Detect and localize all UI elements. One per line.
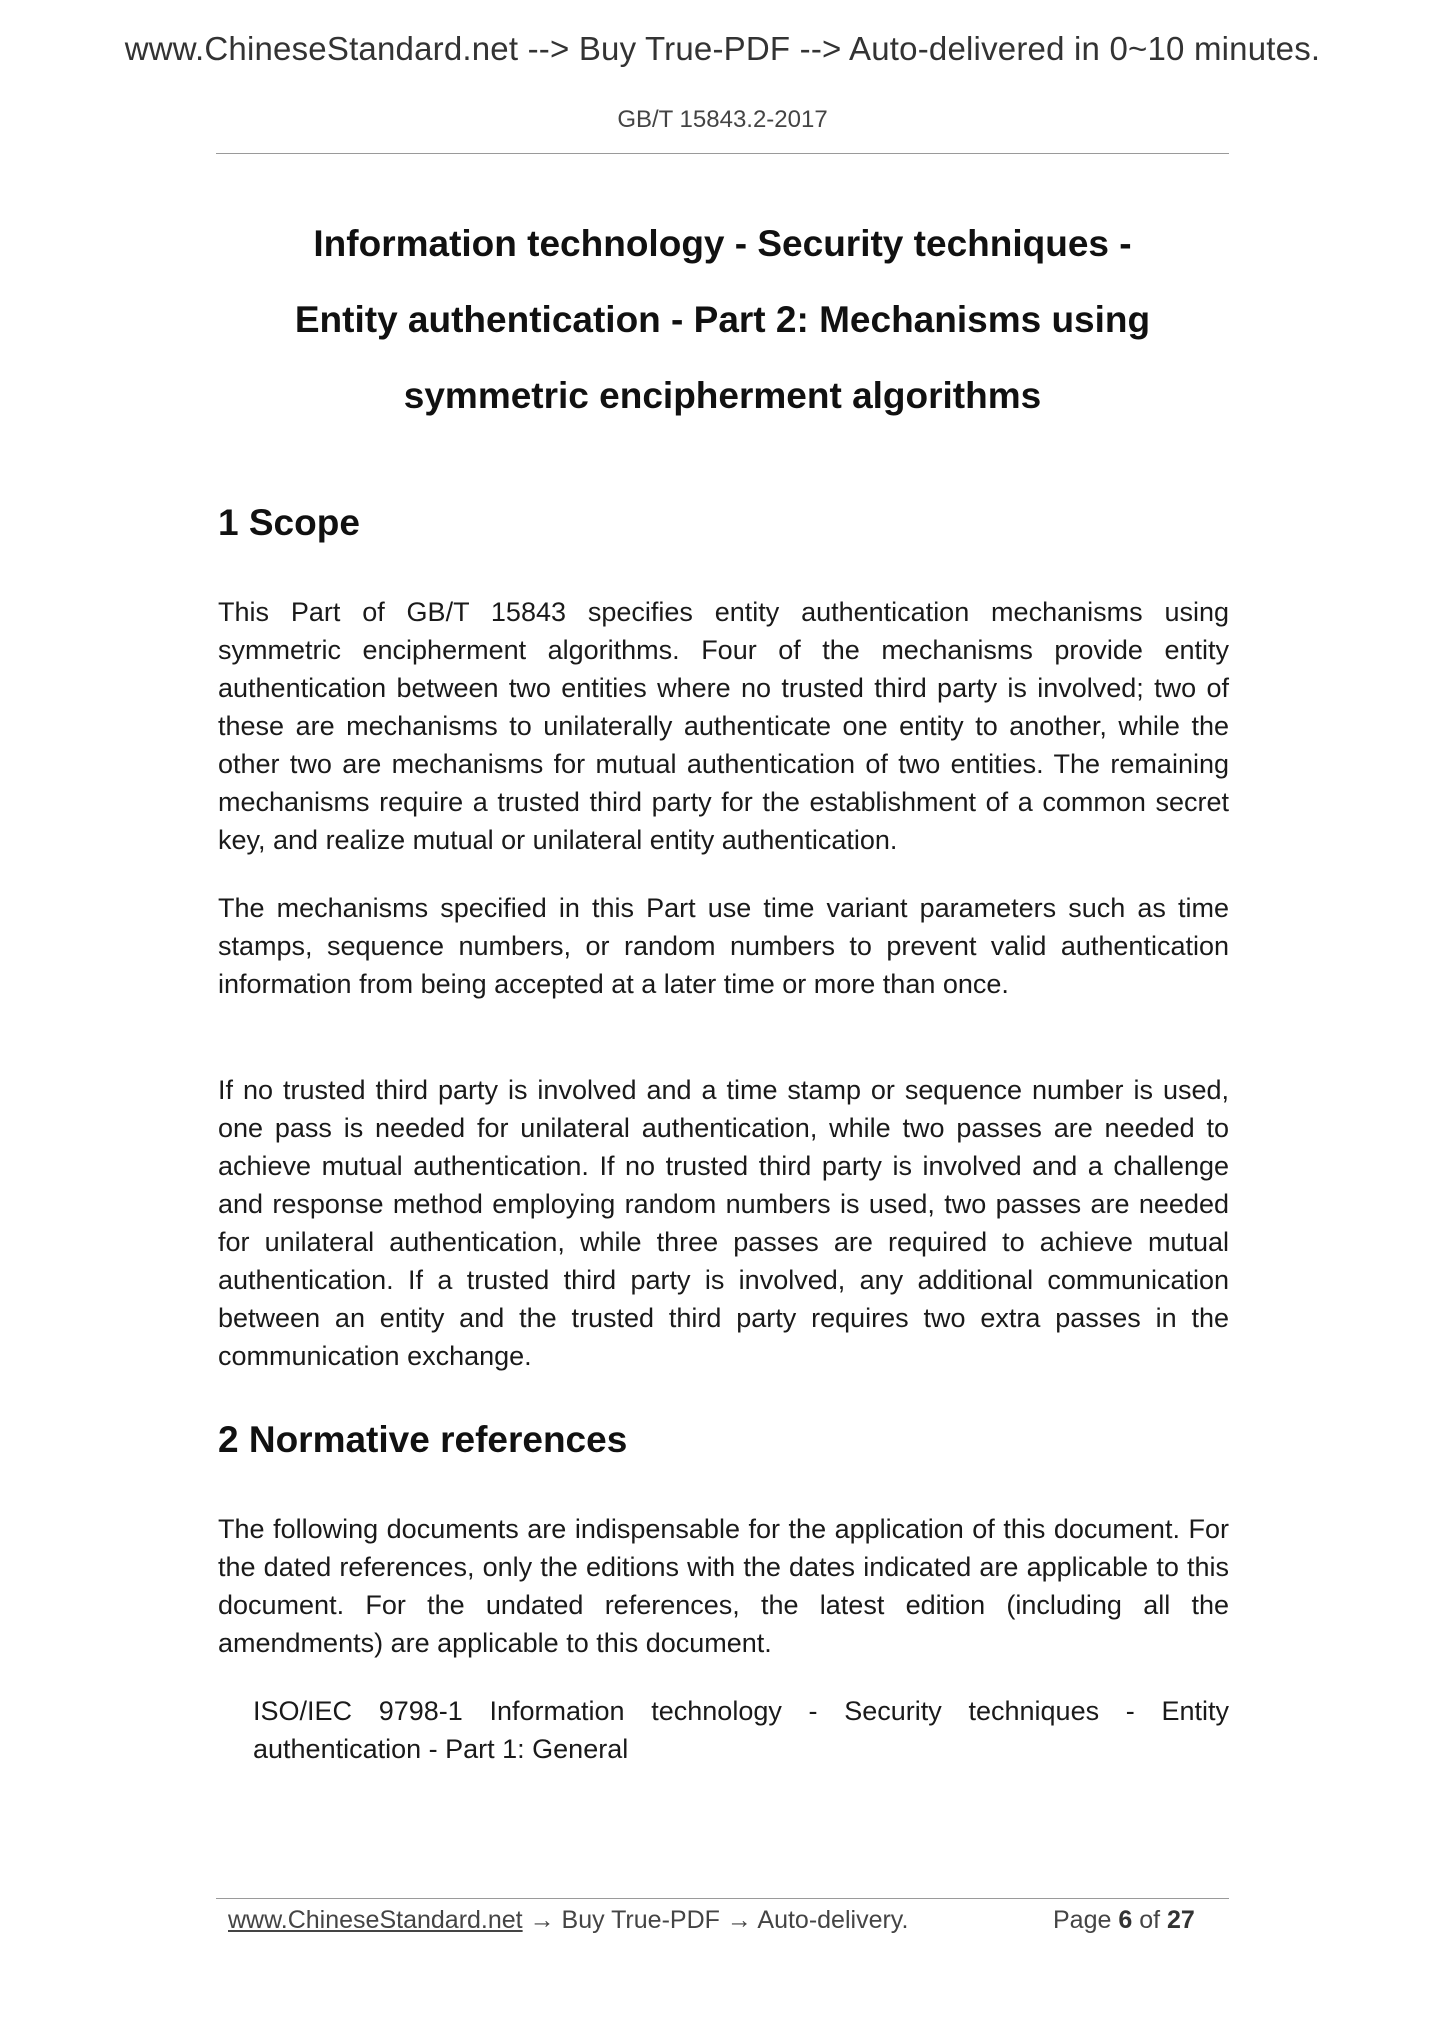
section-heading-scope: 1 Scope bbox=[218, 502, 360, 543]
page-number: 6 bbox=[1118, 1906, 1133, 1934]
paragraph: The following documents are indispensable for the application of this document. For the dated references, only the editions with the dates indicated are applicable to this document. For the undated references, the latest edition (including all the amendments) are applicable to this document. bbox=[218, 1514, 1229, 1658]
title-line: Entity authentication - Part 2: Mechanisms using bbox=[294, 299, 1151, 340]
page-footer bbox=[228, 1906, 1228, 1935]
footer-text: → Buy True-PDF → Auto-delivery. bbox=[522, 1906, 909, 1934]
normative-references-paragraph bbox=[218, 1510, 1229, 1662]
page-indicator bbox=[1053, 1906, 1195, 1935]
of-label: of bbox=[1139, 1906, 1161, 1934]
paragraph: If no trusted third party is involved and a time stamp or sequence number is used, one pass is needed for unilateral authentication, while two passes are needed to achieve mutual authentication. If no trusted third party is involved and a challenge and response method employing random numbers is used, two passes are needed for unilateral authentication, while three passes are required to achieve mutual authentication. If a trusted third party is involved, any additional communication between an entity and the trusted third party requires two extra passes in the communication exchange. bbox=[218, 1075, 1229, 1371]
section-heading-normative-references: 2 Normative references bbox=[218, 1419, 628, 1460]
scope-paragraph-2 bbox=[218, 889, 1229, 1003]
top-banner: www.ChineseStandard.net --> Buy True-PDF --> Auto-delivered in 0~10 minutes. bbox=[124, 30, 1321, 67]
title-line: symmetric encipherment algorithms bbox=[403, 375, 1042, 416]
document-code-header: GB/T 15843.2-2017 bbox=[617, 106, 828, 133]
title-line: Information technology - Security techniques - bbox=[313, 223, 1132, 264]
page-label: Page bbox=[1053, 1906, 1112, 1934]
scope-paragraph-3 bbox=[218, 1071, 1229, 1375]
footer-divider bbox=[216, 1898, 1229, 1899]
document-title bbox=[216, 206, 1229, 434]
page-total: 27 bbox=[1167, 1906, 1195, 1934]
paragraph: The mechanisms specified in this Part use time variant parameters such as time stamps, sequence numbers, or random numbers to prevent valid authentication information from being accepted at a later time or more than once. bbox=[218, 893, 1229, 999]
header-divider bbox=[216, 153, 1229, 154]
scope-paragraph-1 bbox=[218, 593, 1229, 859]
reference-item: ISO/IEC 9798-1 Information technology - Security techniques - Entity authentication - Part 1: General bbox=[253, 1696, 1229, 1764]
paragraph: This Part of GB/T 15843 specifies entity authentication mechanisms using symmetric encipherment algorithms. Four of the mechanisms provide entity authentication between two entities where no trusted third party is involved; two of these are mechanisms to unilaterally authenticate one entity to another, while the other two are mechanisms for mutual authentication of two entities. The remaining mechanisms require a trusted third party for the establishment of a common secret key, and realize mutual or unilateral entity authentication. bbox=[218, 597, 1229, 855]
footer-website-link[interactable]: www.ChineseStandard.net bbox=[228, 1906, 523, 1934]
